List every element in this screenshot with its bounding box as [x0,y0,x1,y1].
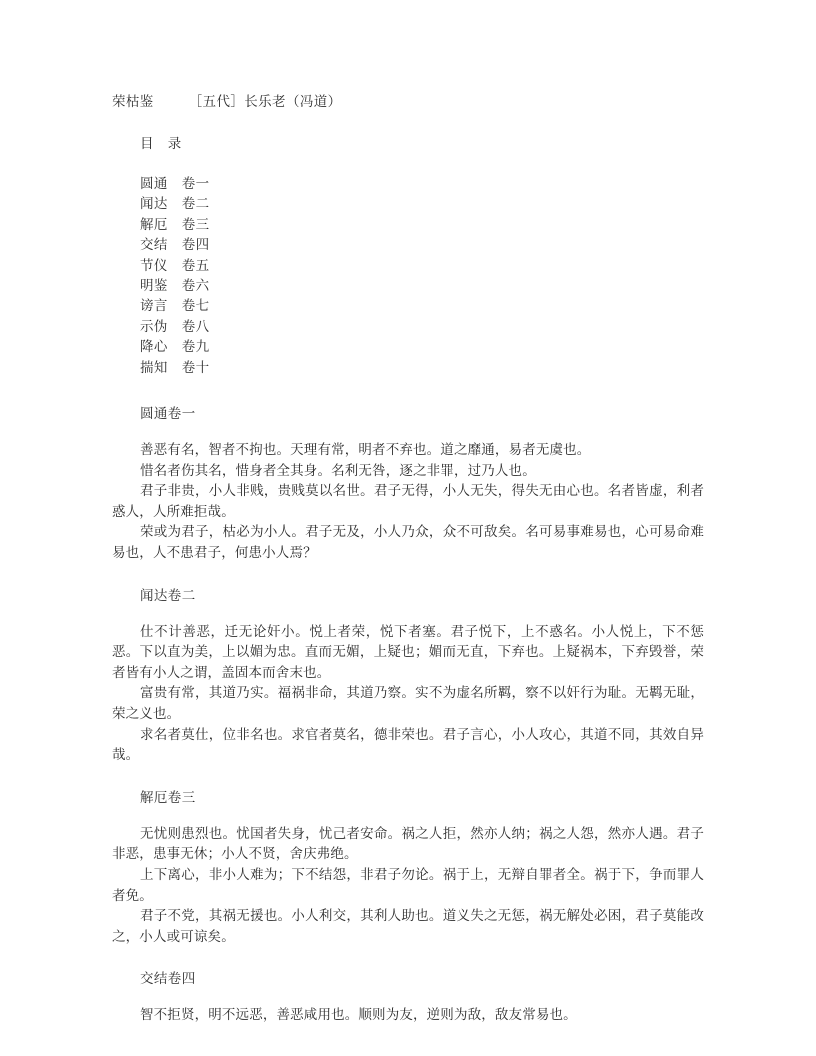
toc-entry-9[interactable]: 降心 卷九 [140,339,210,356]
toc-heading: 目 录 [140,136,182,152]
paragraph: 无忧则患烈也。忧国者失身，忧己者安命。祸之人拒，然亦人纳；祸之人怨，然亦人遇。君子非恶，患事无休；小人不贤，舍庆弗绝。 [112,825,704,863]
paragraph: 智不拒贤，明不远恶，善恶咸用也。顺则为友，逆则为敌，敌友常易也。 [140,1007,577,1024]
paragraph: 君子不党，其祸无援也。小人利交，其利人助也。道义失之无惩，祸无解处必困，君子莫能改之，小人或可谅矣。 [112,908,704,945]
chapter-heading: 解厄卷三 [140,789,196,806]
page-content [112,92,704,1030]
toc-entry-6[interactable]: 明鉴 卷六 [140,278,210,295]
toc-entry-5[interactable]: 节仪 卷五 [140,257,210,274]
paragraph: 求名者莫仕，位非名也。求官者莫名，德非荣也。君子言心，小人攻心，其道不同，其效自异哉。 [112,726,704,764]
document-title-line: 荣枯鉴 ［五代］长乐老（冯道） [112,94,342,110]
toc-entry-4[interactable]: 交结 卷四 [140,237,210,254]
chapter-yuantong [112,404,704,564]
paragraph: 荣或为君子，枯必为小人。君子无及，小人乃众，众不可敌矣。名可易事难易也，心可易命难易也，人不患君子，何患小人焉？ [112,524,704,562]
toc-entry-7[interactable]: 谤言 卷七 [140,298,210,315]
paragraph: 善恶有名，智者不拘也。天理有常，明者不弃也。道之靡通，易者无虞也。 [140,442,591,459]
toc-entry-1[interactable]: 圆通 卷一 [140,176,210,192]
paragraph: 富贵有常，其道乃实。福祸非命，其道乃察。实不为虚名所羁，察不以奸行为耻。无羁无耻，荣之义也。 [112,685,704,722]
chapter-jiaojie [112,969,704,1026]
chapter-wenda [112,586,704,766]
paragraph: 上下离心，非小人难为；下不结怨，非君子勿论。祸于上，无辩自罪者全。祸于下，争而罪人者免。 [112,866,704,904]
paragraph: 仕不计善恶，迁无论奸小。悦上者荣，悦下者塞。君子悦下，上不惑名。小人悦上，下不惩恶。下以直为美，上以媚为忠。直而无媚，上疑也；媚而无直，下弃也。上疑祸本，下弃毁誉，荣者皆有小人之谓，盖固本而舍末也。 [112,623,704,681]
toc-list [112,174,704,378]
chapter-jie-e [112,788,704,948]
toc-entry-3[interactable]: 解厄 卷三 [140,216,210,233]
chapter-heading: 闻达卷二 [140,587,196,604]
toc-entry-8[interactable]: 示伪 卷八 [140,318,210,335]
paragraph: 君子非贵，小人非贱，贵贱莫以名世。君子无得，小人无失，得失无由心也。名者皆虚，利者惑人，人所难拒哉。 [112,483,704,520]
chapter-heading: 圆通卷一 [140,406,196,423]
toc-entry-2[interactable]: 闻达 卷二 [140,196,210,213]
paragraph: 惜名者伤其名，惜身者全其身。名利无咎，逐之非罪，过乃人也。 [140,462,536,479]
chapter-heading: 交结卷四 [140,971,196,988]
toc-entry-10[interactable]: 揣知 卷十 [140,359,210,376]
